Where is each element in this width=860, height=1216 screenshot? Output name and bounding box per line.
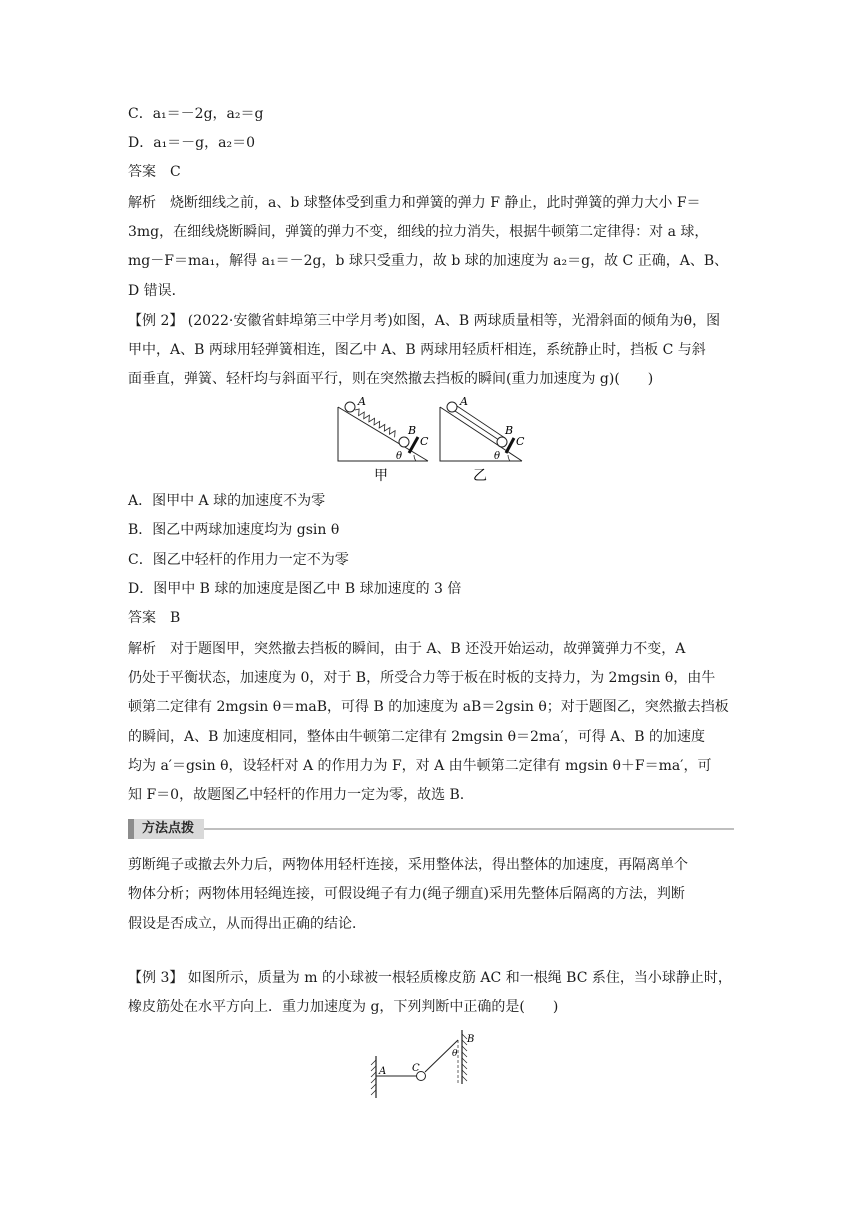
analysis-2-line: 仍处于平衡状态，加速度为 0，对于 B，所受合力等于板在时板的支持力，为 2mgsin θ，由牛 bbox=[128, 670, 716, 686]
label-b: B bbox=[505, 424, 514, 437]
option-b: B．图乙中两球加速度均为 gsin θ bbox=[128, 522, 340, 538]
label-a: A bbox=[460, 395, 468, 408]
theta-label: θ bbox=[452, 1049, 458, 1059]
label-b: B bbox=[408, 424, 417, 437]
analysis-1-line: 3mg，在细线烧断瞬间，弹簧的弹力不变，细线的拉力消失，根据牛顿第二定律得：对 a 球， bbox=[128, 224, 709, 240]
example-2-stem: 甲中，A、B 两球用轻弹簧相连，图乙中 A、B 两球用轻质杆相连，系统静止时，挡板 C 与斜 bbox=[128, 342, 706, 358]
option-d-prev: D．a₁＝－g，a₂＝0 bbox=[128, 135, 256, 151]
analysis-2-line: 知 F＝0，故题图乙中轻杆的作用力一定为零，故选 B. bbox=[128, 787, 465, 803]
answer-2: 答案 B bbox=[128, 610, 181, 626]
analysis-1-line: D 错误． bbox=[128, 283, 186, 299]
label-c: C bbox=[516, 435, 525, 448]
theta-label: θ bbox=[494, 451, 501, 462]
figure-jia bbox=[338, 395, 429, 484]
analysis-2-line: 的瞬间，A、B 加速度相同，整体由牛顿第二定律有 2mgsin θ＝2ma′，可得 A、B 的加速度 bbox=[128, 729, 706, 745]
example-3-stem: 橡皮筋处在水平方向上．重力加速度为 g，下列判断中正确的是( ) bbox=[128, 999, 559, 1015]
label-c: C bbox=[412, 1063, 420, 1074]
option-d: D．图甲中 B 球的加速度是图乙中 B 球加速度的 3 倍 bbox=[128, 581, 462, 597]
caption-jia: 甲 bbox=[374, 468, 388, 484]
answer-1: 答案 C bbox=[128, 164, 181, 180]
caption-yi: 乙 bbox=[473, 468, 487, 484]
example-2-stem: 面垂直，弹簧、轻杆均与斜面平行，则在突然撤去挡板的瞬间(重力加速度为 g)( ) bbox=[128, 371, 654, 387]
analysis-1-line: mg－F＝ma₁，解得 a₁＝－2g，b 球只受重力，故 b 球的加速度为 a₂＝g，故 C 正确，A、B、 bbox=[128, 253, 729, 269]
label-a: A bbox=[379, 1066, 387, 1077]
divider bbox=[204, 828, 734, 830]
method-heading bbox=[128, 819, 734, 841]
example-2-stem: 【例 2】 (2022·安徽省蚌埠第三中学月考)如图，A、B 两球质量相等，光滑斜面的倾角为θ，图 bbox=[128, 313, 721, 329]
option-c-prev: C．a₁＝－2g，a₂＝g bbox=[128, 106, 264, 122]
example-3-stem: 【例 3】 如图所示，质量为 m 的小球被一根轻质橡皮筋 AC 和一根绳 BC 系住，当小球静止时， bbox=[128, 970, 732, 986]
analysis-2-line: 顿第二定律有 2mgsin θ＝maB，可得 B 的加速度为 aB＝2gsin θ；对于题图乙，突然撤去挡板 bbox=[128, 699, 729, 715]
label-a: A bbox=[358, 395, 366, 408]
analysis-2-line: 解析 对于题图甲，突然撤去挡板的瞬间，由于 A、B 还没开始运动，故弹簧弹力不变，A bbox=[128, 641, 686, 657]
figure-example-3 bbox=[368, 1026, 480, 1100]
label-b: B bbox=[467, 1034, 475, 1045]
option-a: A．图甲中 A 球的加速度不为零 bbox=[128, 493, 326, 509]
method-text: 剪断绳子或撤去外力后，两物体用轻杆连接，采用整体法，得出整体的加速度，再隔离单个 bbox=[128, 857, 688, 873]
method-text: 物体分析；两物体用轻绳连接，可假设绳子有力(绳子绷直)采用先整体后隔离的方法，判断 bbox=[128, 886, 685, 902]
method-tab: 方法点拨 bbox=[128, 819, 204, 839]
label-c: C bbox=[420, 435, 429, 448]
figure-example-2 bbox=[330, 393, 530, 485]
figure-yi bbox=[440, 395, 525, 484]
analysis-2-line: 均为 a′＝gsin θ，设轻杆对 A 的作用力为 F，对 A 由牛顿第二定律有 mgsin θ＋F＝ma′，可 bbox=[128, 758, 712, 774]
theta-label: θ bbox=[396, 451, 403, 462]
method-text: 假设是否成立，从而得出正确的结论． bbox=[128, 916, 366, 932]
analysis-1-line: 解析 烧断细线之前，a、b 球整体受到重力和弹簧的弹力 F 静止，此时弹簧的弹力大小 F＝ bbox=[128, 195, 701, 211]
option-c: C．图乙中轻杆的作用力一定不为零 bbox=[128, 552, 349, 568]
